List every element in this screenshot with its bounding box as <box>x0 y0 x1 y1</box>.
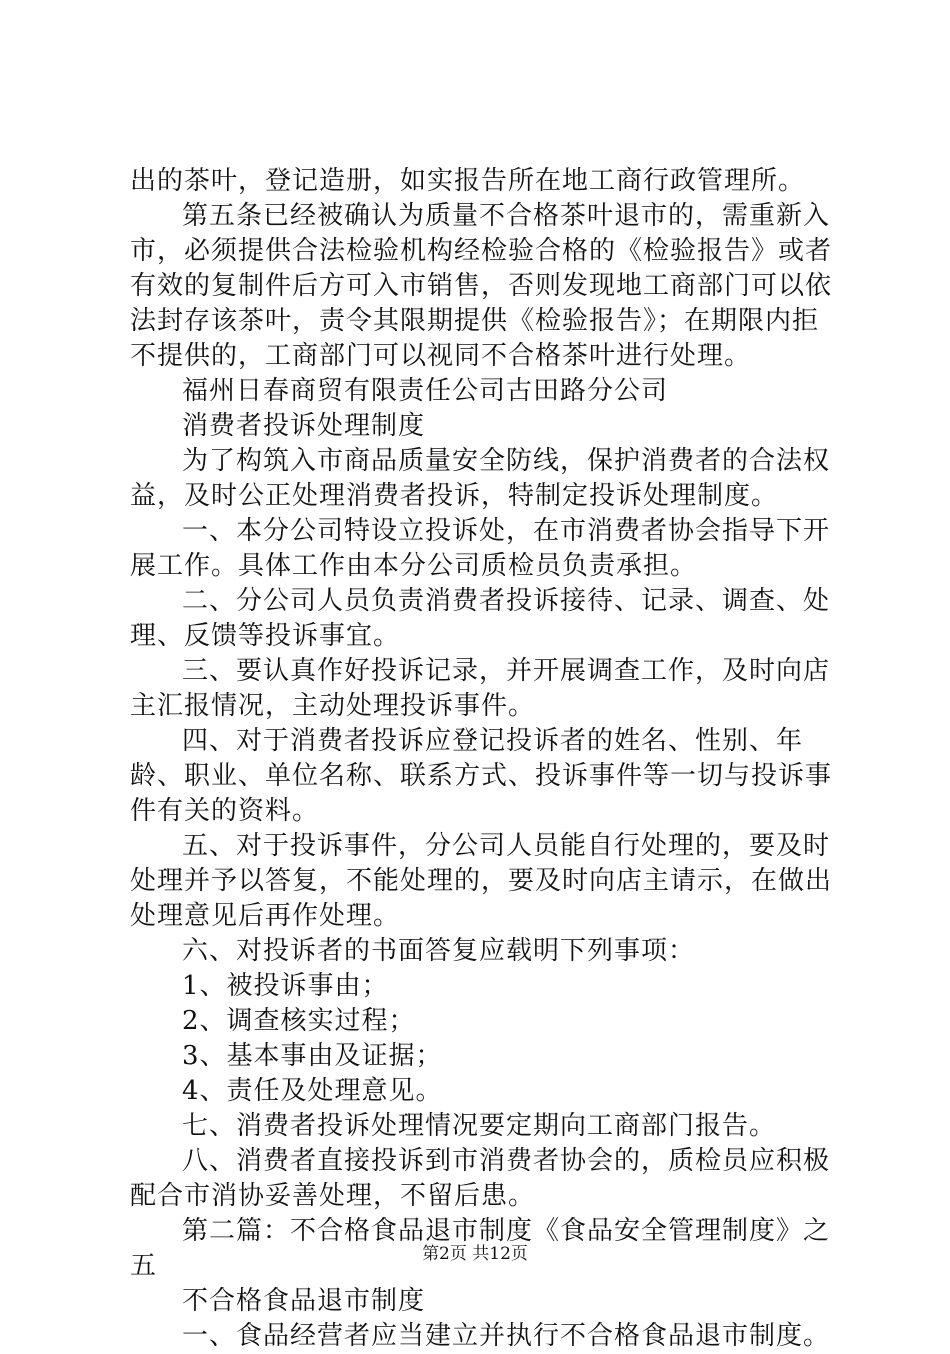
paragraph: 一、食品经营者应当建立并执行不合格食品退市制度。 <box>182 1321 831 1351</box>
paragraph: 四、对于消费者投诉应登记投诉者的姓名、性别、年龄、职业、单位名称、联系方式、投诉事件等一切与投诉事件有关的资料。 <box>130 726 833 826</box>
paragraph: 五、对于投诉事件，分公司人员能自行处理的，要及时处理并予以答复，不能处理的，要及时向店主请示，在做出处理意见后再作处理。 <box>130 831 833 931</box>
paragraph: 六、对投诉者的书面答复应载明下列事项： <box>182 936 696 966</box>
paragraph: 为了构筑入市商品质量安全防线，保护消费者的合法权益，及时公正处理消费者投诉，特制定投诉处理制度。 <box>130 446 831 511</box>
list-item: 4、责任及处理意见。 <box>182 1076 443 1106</box>
paragraph: 七、消费者投诉处理情况要定期向工商部门报告。 <box>182 1111 777 1141</box>
paragraph: 八、消费者直接投诉到市消费者协会的，质检员应积极配合市消协妥善处理，不留后患。 <box>130 1146 831 1211</box>
company-name: 福州日春商贸有限责任公司古田路分公司 <box>182 376 669 406</box>
document-body <box>130 164 835 1354</box>
section-heading: 消费者投诉处理制度 <box>182 411 426 441</box>
list-item: 2、调查核实过程； <box>182 1006 416 1036</box>
list-item: 3、基本事由及证据； <box>182 1041 443 1071</box>
paragraph: 第五条已经被确认为质量不合格茶叶退市的，需重新入市，必须提供合法检验机构经检验合格的《检验报告》或者有效的复制件后方可入市销售，否则发现地工商部门可以依法封存该茶叶，责令其限期提供《检验报告》；在期限内拒不提供的，工商部门可以视同不合格茶叶进行处理。 <box>130 201 833 371</box>
paragraph: 二、分公司人员负责消费者投诉接待、记录、调查、处理、反馈等投诉事宜。 <box>130 586 831 651</box>
paragraph: 出的茶叶，登记造册，如实报告所在地工商行政管理所。 <box>130 166 806 196</box>
chapter-heading: 第二篇：不合格食品退市制度《食品安全管理制度》之五 <box>130 1216 831 1281</box>
paragraph: 一、本分公司特设立投诉处，在市消费者协会指导下开展工作。具体工作由本分公司质检员负责承担。 <box>130 516 831 581</box>
paragraph: 三、要认真作好投诉记录，并开展调查工作，及时向店主汇报情况，主动处理投诉事件。 <box>130 656 831 721</box>
list-item: 1、被投诉事由； <box>182 971 389 1001</box>
page-number: 第2页 共12页 <box>422 1244 528 1264</box>
section-heading: 不合格食品退市制度 <box>182 1286 426 1316</box>
